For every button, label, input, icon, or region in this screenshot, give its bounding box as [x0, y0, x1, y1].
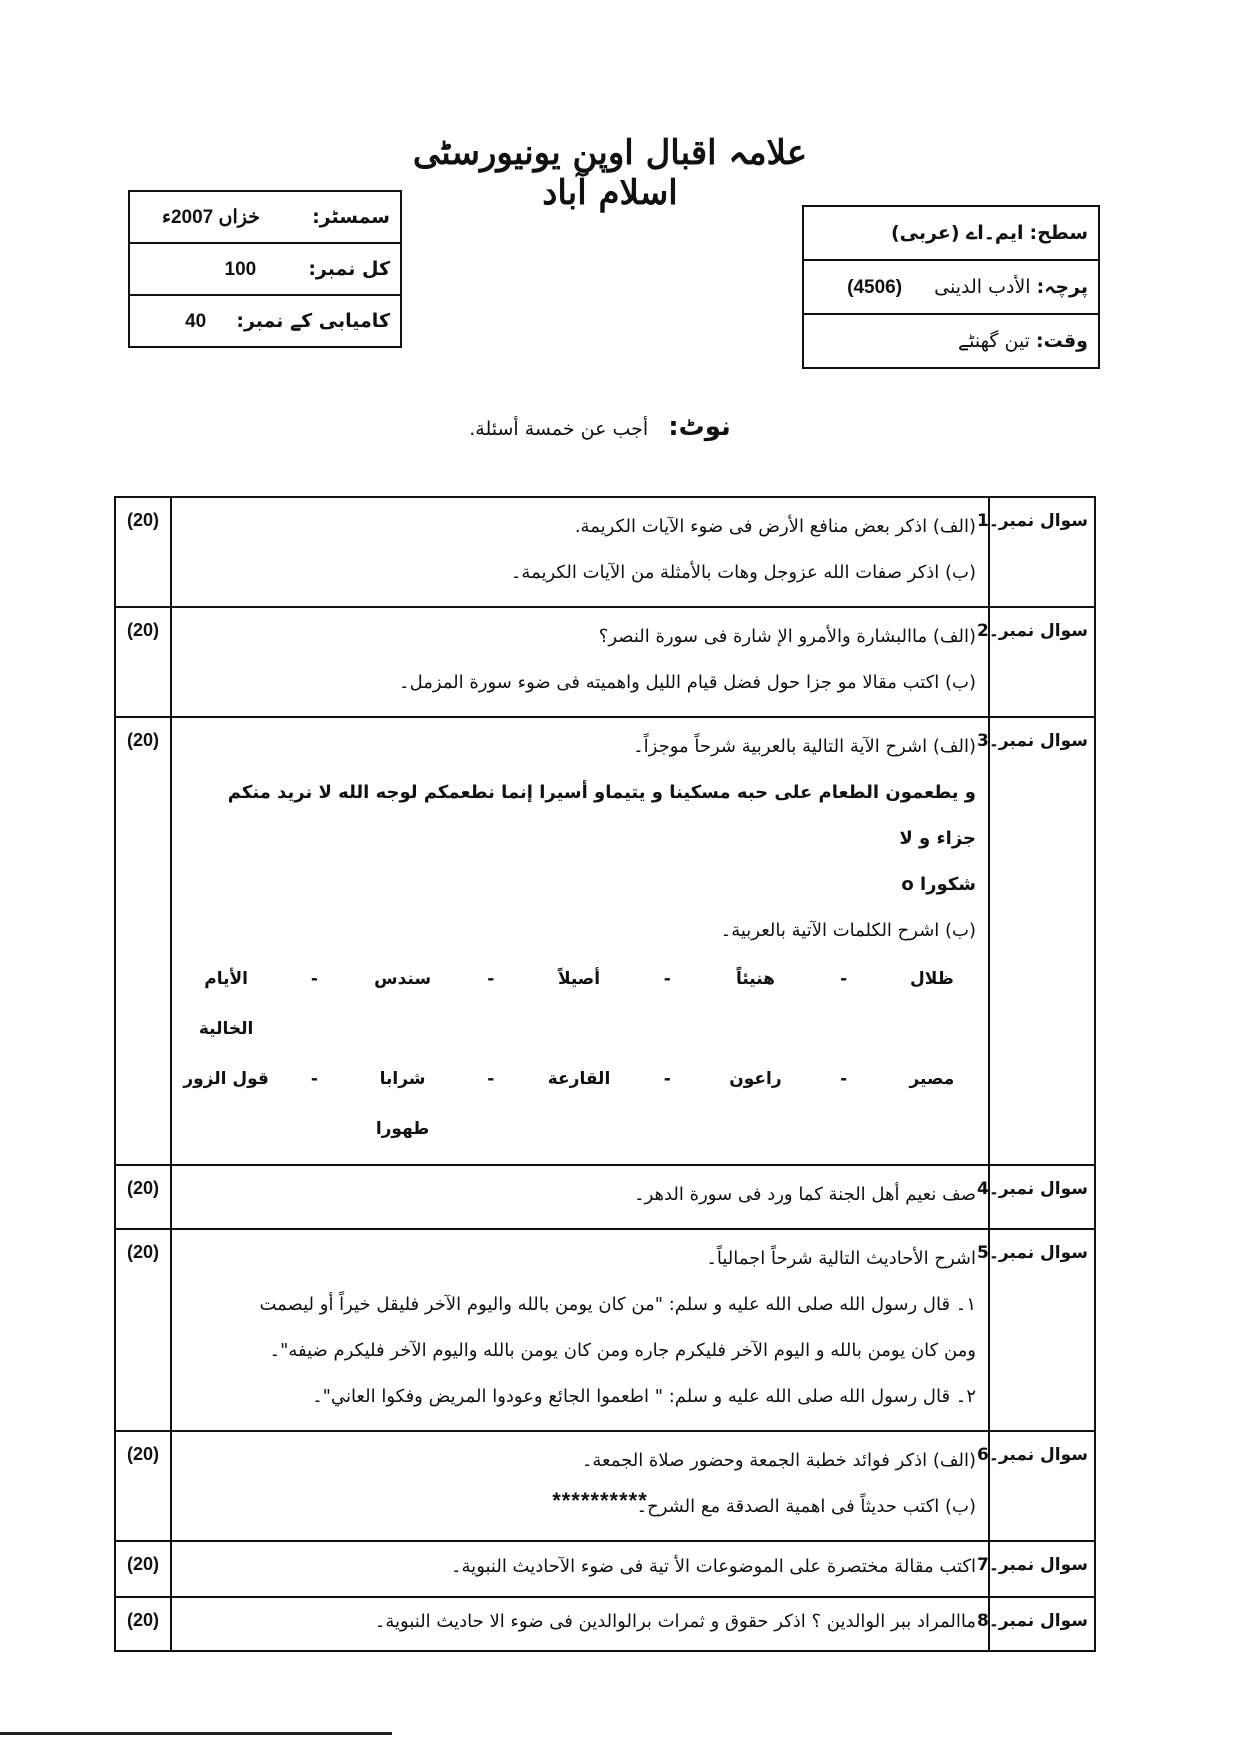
word-separator: - [310, 1069, 318, 1089]
paper-name: الأدب الدینی [934, 275, 1031, 298]
question-row-6 [115, 1431, 1095, 1541]
vocabulary-grid [182, 954, 976, 1154]
question-marks: (20) [115, 1431, 171, 1541]
paper-code: (4506) [847, 276, 903, 298]
question-number: سوال نمبر۔7 [989, 1541, 1095, 1597]
question-number: سوال نمبر۔3 [989, 717, 1095, 1165]
paper-row [803, 260, 1099, 314]
word-separator: - [310, 969, 318, 989]
vocabulary-word: راعون [729, 1069, 782, 1089]
question-body [171, 1165, 989, 1229]
hadith-line: ومن کان یومن بالله و الیوم الآخر فلیکرم جاره ومن کان یومن بالله والیوم الآخر فلیکرم ضیفه"۔ [269, 1340, 976, 1361]
question-line: (ب) اذکر صفات الله عزوجل وهات بالأمثلة من الآیات الکریمة۔ [510, 562, 976, 583]
question-row-3 [115, 717, 1095, 1165]
vocabulary-word: شرابا طهورا [375, 1069, 430, 1139]
question-number: سوال نمبر۔1 [989, 497, 1095, 607]
time-value: تین گھنٹے [958, 330, 1030, 352]
question-line: (الف) اشرح الآیة التالیة بالعربیة شرحاً موجزاً۔ [633, 736, 976, 757]
exam-info-box-left [128, 190, 402, 348]
word-separator: - [663, 969, 671, 989]
question-number: سوال نمبر۔4 [989, 1165, 1095, 1229]
word-separator: - [663, 1069, 671, 1089]
semester-value: خزاں 2007ء [162, 206, 260, 228]
note-text: أجب عن خمسة أسئلة. [469, 418, 649, 440]
scan-edge-line [0, 1732, 392, 1735]
vocabulary-word: الأیام الخالیة [198, 969, 254, 1039]
word-separator: - [840, 1069, 848, 1089]
question-marks: (20) [115, 1541, 171, 1597]
level-value: ایم۔اے (عربی) [891, 222, 1024, 244]
pass-marks-value: 40 [185, 310, 207, 332]
question-body [171, 497, 989, 607]
total-marks-label: کل نمبر: [308, 257, 390, 280]
question-line: (الف) ماالبشارة والأمرو الإ شارة فی سورة النصر؟ [598, 626, 976, 647]
question-body [171, 1541, 989, 1597]
question-row-7 [115, 1541, 1095, 1597]
end-of-paper-stars: ********** [552, 1488, 648, 1513]
level-label: سطح: [1029, 222, 1088, 244]
time-label: وقت: [1036, 330, 1088, 352]
question-row-8 [115, 1597, 1095, 1651]
word-separator: - [840, 969, 848, 989]
semester-row [129, 191, 401, 243]
question-row-5 [115, 1229, 1095, 1431]
university-title: علامہ اقبال اوپن یونیورسٹی اسلام آباد [412, 133, 808, 213]
question-marks: (20) [115, 1165, 171, 1229]
word-separator: - [487, 1069, 495, 1089]
quran-verse-line: و یطعمون الطعام علی حبه مسکینا و یتیماو أسیرا إنما نطعمکم لوجه الله لا نرید منکم جزاء و لا [227, 782, 976, 849]
question-body [171, 717, 989, 1165]
question-number: سوال نمبر۔5 [989, 1229, 1095, 1431]
question-body [171, 1597, 989, 1651]
question-line: (ب) اکتب حدیثاً فی اهمیة الصدقة مع الشرح۔ [636, 1496, 976, 1517]
question-body [171, 1431, 989, 1541]
question-marks: (20) [115, 1229, 171, 1431]
question-line: (ب) اشرح الکلمات الآتیة بالعربیة۔ [720, 920, 976, 941]
question-row-2 [115, 607, 1095, 717]
questions-table [114, 496, 1096, 1652]
level-row [803, 206, 1099, 260]
quran-verse-line: شکورا o [901, 874, 976, 895]
question-line: (الف) اذکر بعض منافع الأرض فی ضوء الآیات الکریمة. [574, 516, 976, 537]
vocabulary-word: هنیئاً [735, 969, 775, 989]
vocabulary-word: القارعة [547, 1069, 611, 1089]
hadith-line: ۱۔ قال رسول الله صلی الله علیه و سلم: "من کان یومن بالله والیوم الآخر فلیقل خیراً أو لیصمت [259, 1294, 976, 1315]
question-marks: (20) [115, 717, 171, 1165]
vocabulary-row [182, 1054, 976, 1154]
pass-marks-row [129, 295, 401, 347]
exam-info-box-right [802, 205, 1100, 369]
semester-label: سمسٹر: [312, 205, 390, 228]
question-number: سوال نمبر۔2 [989, 607, 1095, 717]
question-line: (الف) اذکر فوائد خطبة الجمعة وحضور صلاة الجمعة۔ [581, 1450, 976, 1471]
question-row-4 [115, 1165, 1095, 1229]
question-marks: (20) [115, 497, 171, 607]
vocabulary-word: أصیلاً [557, 969, 601, 989]
question-marks: (20) [115, 1597, 171, 1651]
question-number: سوال نمبر۔6 [989, 1431, 1095, 1541]
question-body [171, 1229, 989, 1431]
word-separator: - [487, 969, 495, 989]
vocabulary-row [182, 954, 976, 1054]
vocabulary-word: قول الزور [183, 1069, 269, 1089]
note-label: نوٹ: [668, 412, 731, 442]
question-row-1 [115, 497, 1095, 607]
question-line: صف نعیم أهل الجنة کما ورد فی سورة الدهر۔ [634, 1184, 976, 1205]
instruction-note [440, 412, 760, 442]
total-marks-row [129, 243, 401, 295]
vocabulary-word: مصیر [909, 1069, 955, 1089]
total-marks-value: 100 [224, 258, 257, 280]
hadith-line: ۲۔ قال رسول الله صلی الله علیه و سلم: " اطعموا الجائع وعودوا المریض وفکوا العاني"۔ [312, 1386, 976, 1407]
question-marks: (20) [115, 607, 171, 717]
pass-marks-label: کامیابی کے نمبر: [236, 309, 390, 332]
time-row [803, 314, 1099, 368]
paper-label: پرچہ: [1036, 275, 1088, 298]
vocabulary-word: ظلال [910, 969, 954, 989]
question-line: اشرح الأحادیث التالیة شرحاً اجمالیاً۔ [706, 1248, 976, 1269]
question-line: (ب) اکتب مقالا مو جزا حول فضل قیام اللیل واهمیته فی ضوء سورة المزمل۔ [399, 672, 976, 693]
question-line: اکتب مقالة مختصرة علی الموضوعات الأ تیة فی ضوء الآحادیث النبویة۔ [450, 1556, 976, 1577]
question-body [171, 607, 989, 717]
question-number: سوال نمبر۔8 [989, 1597, 1095, 1651]
question-line: ماالمراد ببر الوالدین ؟ اذکر حقوق و ثمرات برالوالدین فی ضوء الا حادیث النبویة۔ [374, 1611, 976, 1632]
vocabulary-word: سندس [374, 969, 432, 989]
